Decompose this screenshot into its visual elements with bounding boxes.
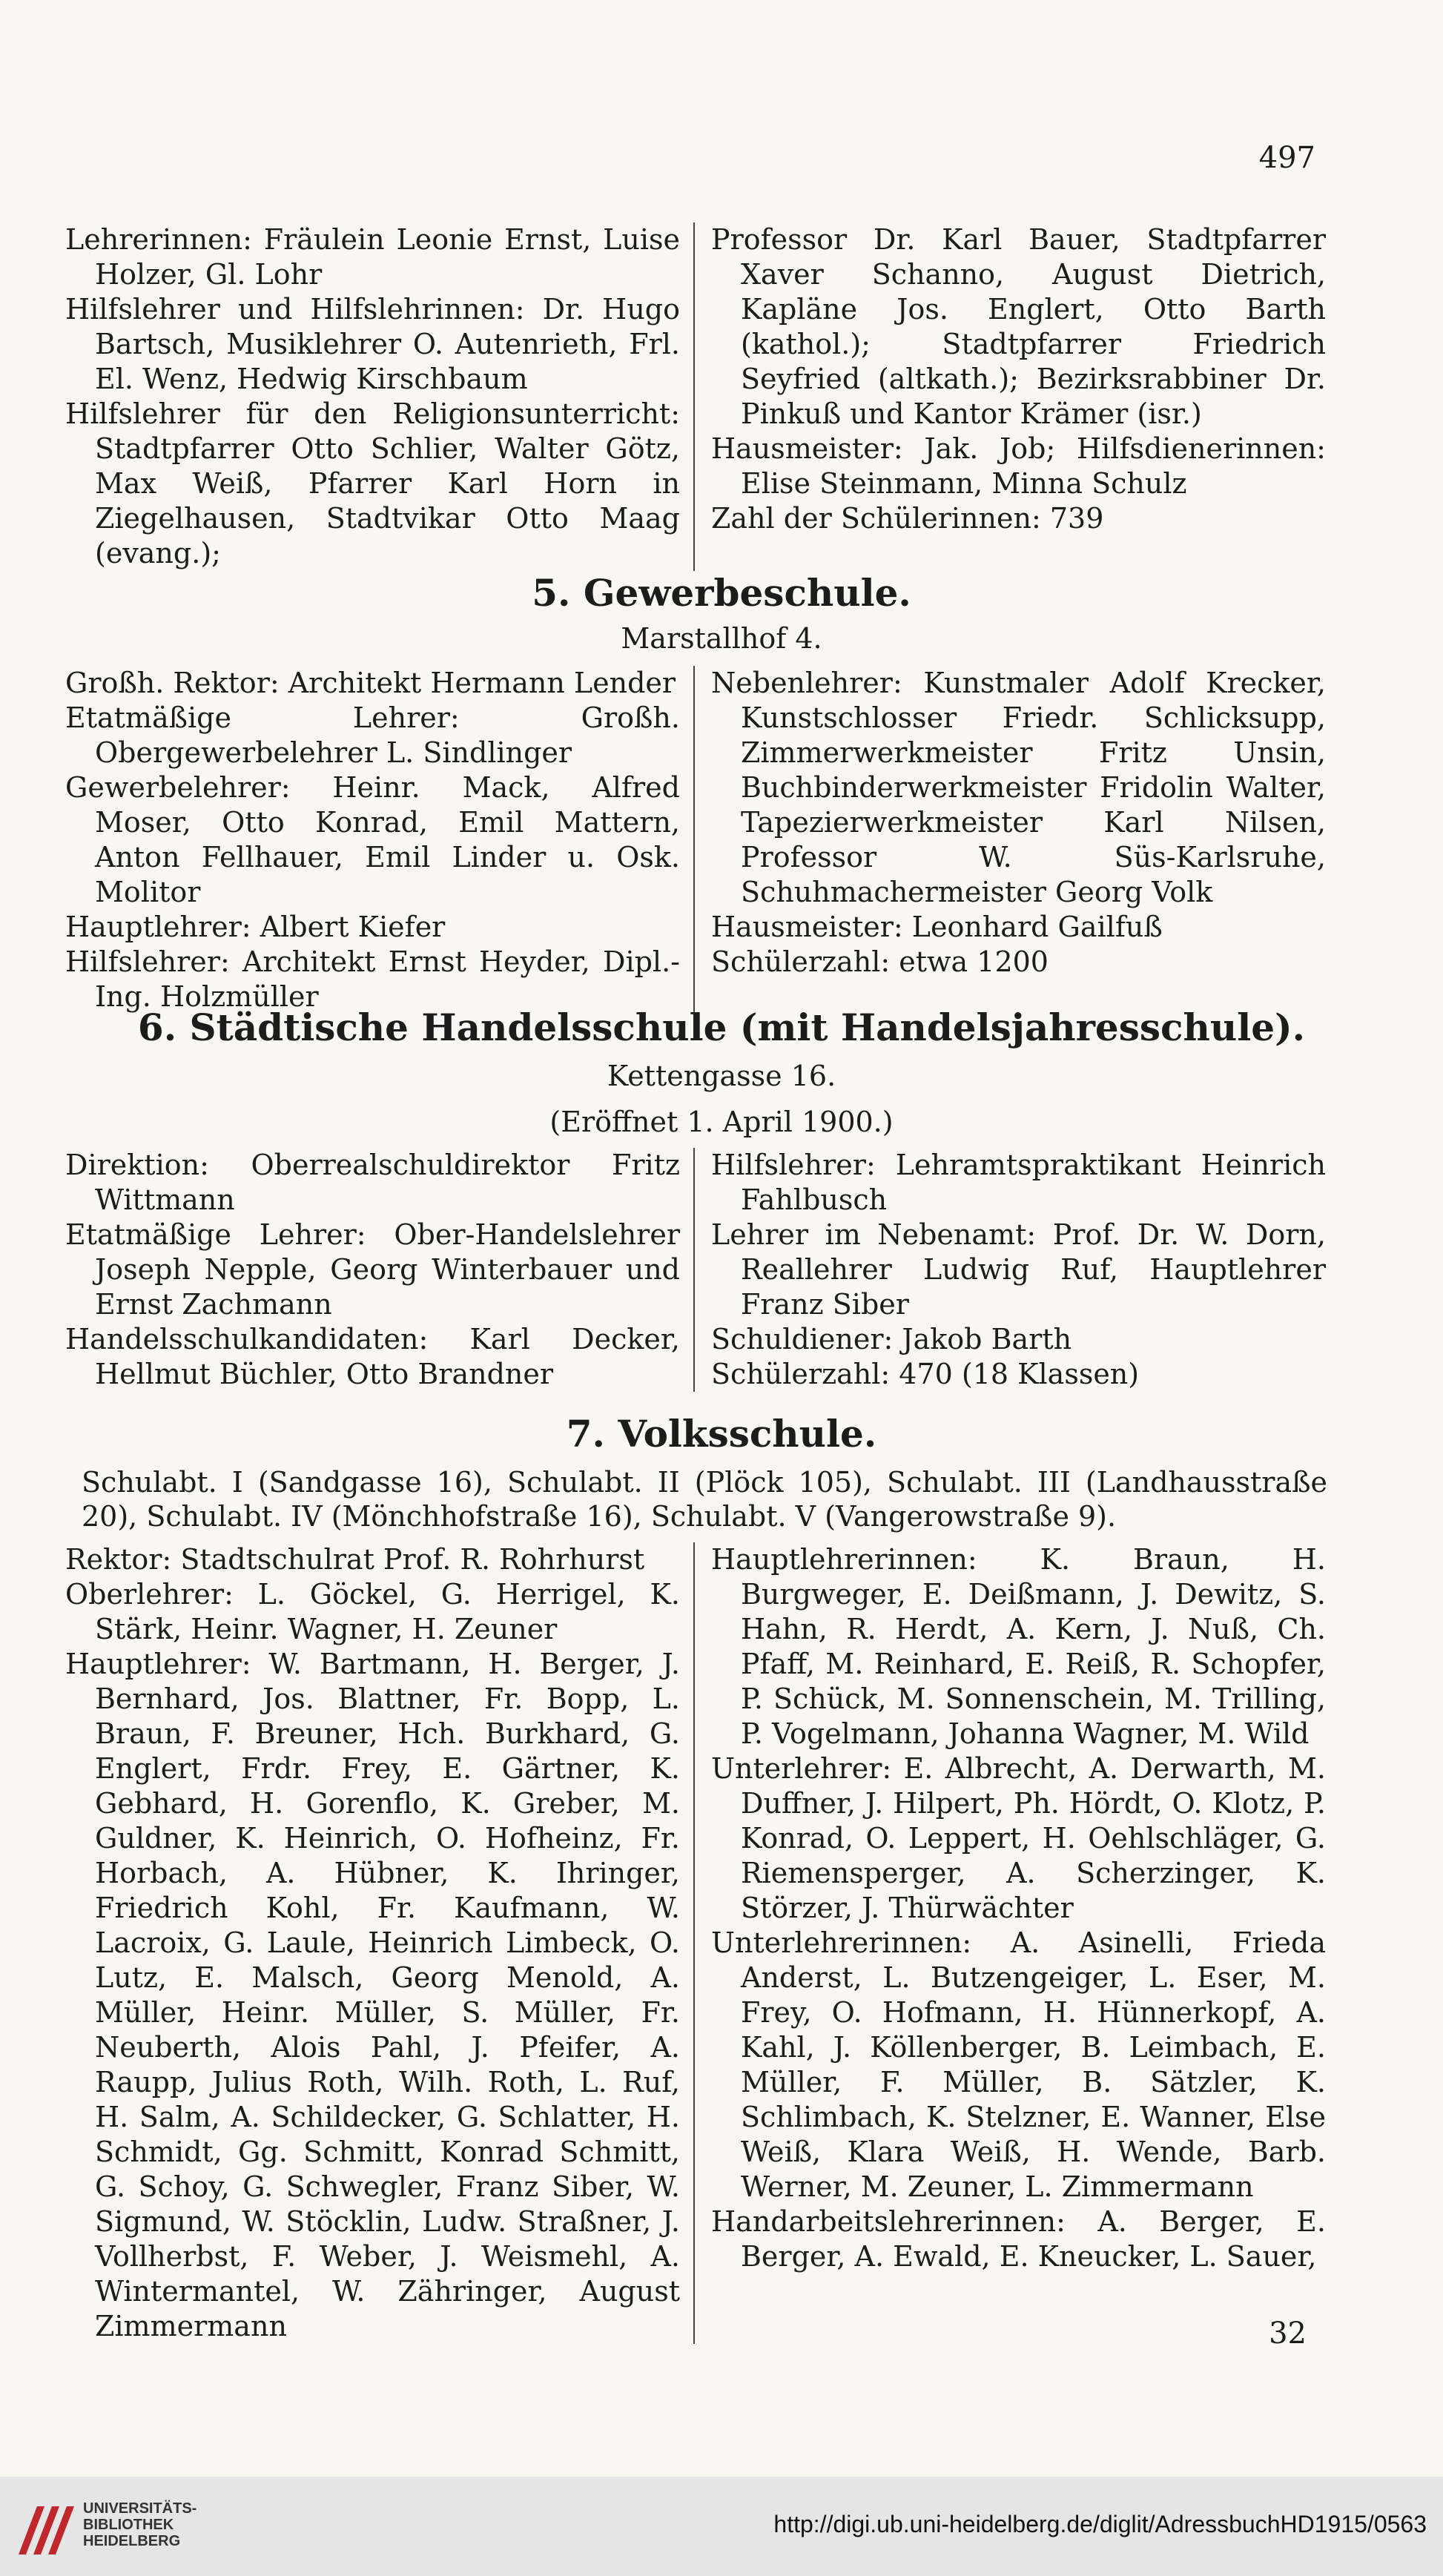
right-column [695,1542,1326,2344]
entry: Direktion: Oberrealschuldirektor Fritz Wittmann [65,1149,680,1216]
section-title: Gewerbeschule. [583,571,911,615]
section-5-columns [65,666,1326,1014]
top-right-column [695,222,1326,571]
footer-bar [0,2477,1443,2576]
top-section [65,222,1326,571]
entry: Hauptlehrerinnen: K. Braun, H. Burgweger, E. Deißmann, J. Dewitz, S. Hahn, R. Herdt, A. Kern, J. Nuß, Ch. Pfaff, M. Reinhard, E. Reiß, R. Schopfer, P. Schück, M. Sonnenschein, M. Trilling, P. Vogelmann, Johanna Wagner, M. Wild [711,1543,1326,1750]
section-heading [0,1412,1443,1456]
entry: Unterlehrer: E. Albrecht, A. Derwarth, M. Duffner, J. Hilpert, Ph. Hördt, O. Klotz, P. Konrad, O. Leppert, H. Oehlschläger, G. Riemensperger, A. Scherzinger, K. Störzer, J. Thürwächter [711,1752,1326,1924]
section-opening: (Eröffnet 1. April 1900.) [549,1106,894,1138]
section-heading [0,1005,1443,1050]
entry: Hauptlehrer: Albert Kiefer [65,911,446,943]
entry: Schülerzahl: 470 (18 Klassen) [711,1358,1140,1390]
section-number: 6. [137,1005,177,1049]
entry: Lehrer im Nebenamt: Prof. Dr. W. Dorn, Reallehrer Ludwig Ruf, Hauptlehrer Franz Siber [711,1218,1326,1321]
section-heading [0,571,1443,615]
entry: Etatmäßige Lehrer: Großh. Obergewerbelehrer L. Sindlinger [65,701,680,769]
entry: Hilfslehrer für den Religionsunterricht: Stadtpfarrer Otto Schlier, Walter Götz, Max Weiß, Pfarrer Karl Horn in Ziegelhausen, Stadtvikar Otto Maag (evang.); [65,397,680,569]
left-column [65,1542,695,2344]
page-sub-number: 32 [1269,2316,1307,2351]
left-column [65,666,695,1014]
library-logo-icon [15,2491,82,2558]
section-intro: Schulabt. I (Sandgasse 16), Schulabt. II (Plöck 105), Schulabt. III (Landhausstraße 20), Schulabt. IV (Mönchhofstraße 16), Schulabt. V (Vangerowstraße 9). [82,1466,1327,1533]
entry: Lehrerinnen: Fräulein Leonie Ernst, Luise Holzer, Gl. Lohr [65,223,680,291]
section-number: 7. [566,1412,605,1456]
entry: Etatmäßige Lehrer: Ober-Handelslehrer Joseph Nepple, Georg Winterbauer und Ernst Zachmann [65,1218,680,1321]
entry: Oberlehrer: L. Göckel, G. Herrigel, K. Stärk, Heinr. Wagner, H. Zeuner [65,1578,680,1645]
entry: Rektor: Stadtschulrat Prof. R. Rohrhurst [65,1543,645,1576]
entry: Hausmeister: Jak. Job; Hilfsdienerinnen: Elise Steinmann, Minna Schulz [711,432,1326,500]
entry: Hilfslehrer: Architekt Ernst Heyder, Dipl.-Ing. Holzmüller [65,945,680,1013]
entry: Handelsschulkandidaten: Karl Decker, Hellmut Büchler, Otto Brandner [65,1323,680,1390]
entry: Handarbeitslehrerinnen: A. Berger, E. Berger, A. Ewald, E. Kneucker, L. Sauer, [711,2205,1326,2273]
section-address: Kettengasse 16. [607,1060,836,1092]
entry: Hauptlehrer: W. Bartmann, H. Berger, J. Bernhard, Jos. Blattner, Fr. Bopp, L. Braun, F. Breuner, Hch. Burkhard, G. Englert, Frdr. Frey, E. Gärtner, K. Gebhard, H. Gorenflo, K. Greber, M. Guldner, K. Heinrich, O. Hofheinz, Fr. Horbach, A. Hübner, K. Ihringer, Friedrich Kohl, Fr. Kaufmann, W. Lacroix, G. Laule, Heinrich Limbeck, O. Lutz, E. Malsch, Georg Menold, A. Müller, Heinr. Müller, S. Müller, Fr. Neuberth, Alois Pahl, J. Pfeifer, A. Raupp, Julius Roth, Wilh. Roth, L. Ruf, H. Salm, A. Schildecker, G. Schlatter, H. Schmidt, Gg. Schmitt, Konrad Schmitt, G. Schoy, G. Schwegler, Franz Siber, W. Sigmund, W. Stöcklin, Ludw. Straßner, J. Vollherbst, F. Weber, J. Weismehl, A. Wintermantel, W. Zähringer, August Zimmermann [65,1648,680,2342]
entry: Zahl der Schülerinnen: 739 [711,502,1104,535]
section-number: 5. [532,571,571,615]
entry: Hilfslehrer und Hilfslehrinnen: Dr. Hugo Bartsch, Musiklehrer O. Autenrieth, Frl. El. Wenz, Hedwig Kirschbaum [65,293,680,395]
page-number: 497 [1258,141,1315,175]
section-title: Volksschule. [618,1412,877,1456]
section-title: Städtische Handelsschule (mit Handelsjahresschule). [189,1005,1306,1049]
entry: Nebenlehrer: Kunstmaler Adolf Krecker, Kunstschlosser Friedr. Schlicksupp, Zimmerwerkmeister Fritz Unsin, Buchbinderwerkmeister Fridolin Walter, Tapezierwerkmeister Karl Nilsen, Professor W. Süs-Karlsruhe, Schuhmachermeister Georg Volk [711,667,1326,908]
entry: Schuldiener: Jakob Barth [711,1323,1072,1355]
right-column [695,1148,1326,1392]
library-logo-text: UNIVERSITÄTS- BIBLIOTHEK HEIDELBERG [83,2500,197,2549]
left-column [65,1148,695,1392]
top-left-column [65,222,695,571]
entry: Schülerzahl: etwa 1200 [711,945,1049,978]
right-column [695,666,1326,1014]
entry: Professor Dr. Karl Bauer, Stadtpfarrer Xaver Schanno, August Dietrich, Kapläne Jos. Englert, Otto Barth (kathol.); Stadtpfarrer Friedrich Seyfried (altkath.); Bezirksrabbiner Dr. Pinkuß und Kantor Krämer (isr.) [711,223,1326,430]
entry: Hilfslehrer: Lehramtspraktikant Heinrich Fahlbusch [711,1149,1326,1216]
section-address: Marstallhof 4. [621,622,822,655]
section-6-columns [65,1148,1326,1392]
entry: Großh. Rektor: Architekt Hermann Lender [65,667,676,699]
entry: Hausmeister: Leonhard Gailfuß [711,911,1163,943]
section-7-columns [65,1542,1326,2344]
entry: Unterlehrerinnen: A. Asinelli, Frieda Anderst, L. Butzengeiger, L. Eser, M. Frey, O. Hofmann, H. Hünnerkopf, A. Kahl, J. Köllenberger, B. Leimbach, E. Müller, F. Müller, B. Sätzler, K. Schlimbach, K. Stelzner, E. Wanner, Else Weiß, Klara Weiß, H. Wende, Barb. Werner, M. Zeuner, L. Zimmermann [711,1926,1326,2203]
source-link[interactable]: http://digi.ub.uni-heidelberg.de/diglit/AdressbuchHD1915/0563 [773,2511,1427,2537]
entry: Gewerbelehrer: Heinr. Mack, Alfred Moser, Otto Konrad, Emil Mattern, Anton Fellhauer, Emil Linder u. Osk. Molitor [65,771,680,908]
